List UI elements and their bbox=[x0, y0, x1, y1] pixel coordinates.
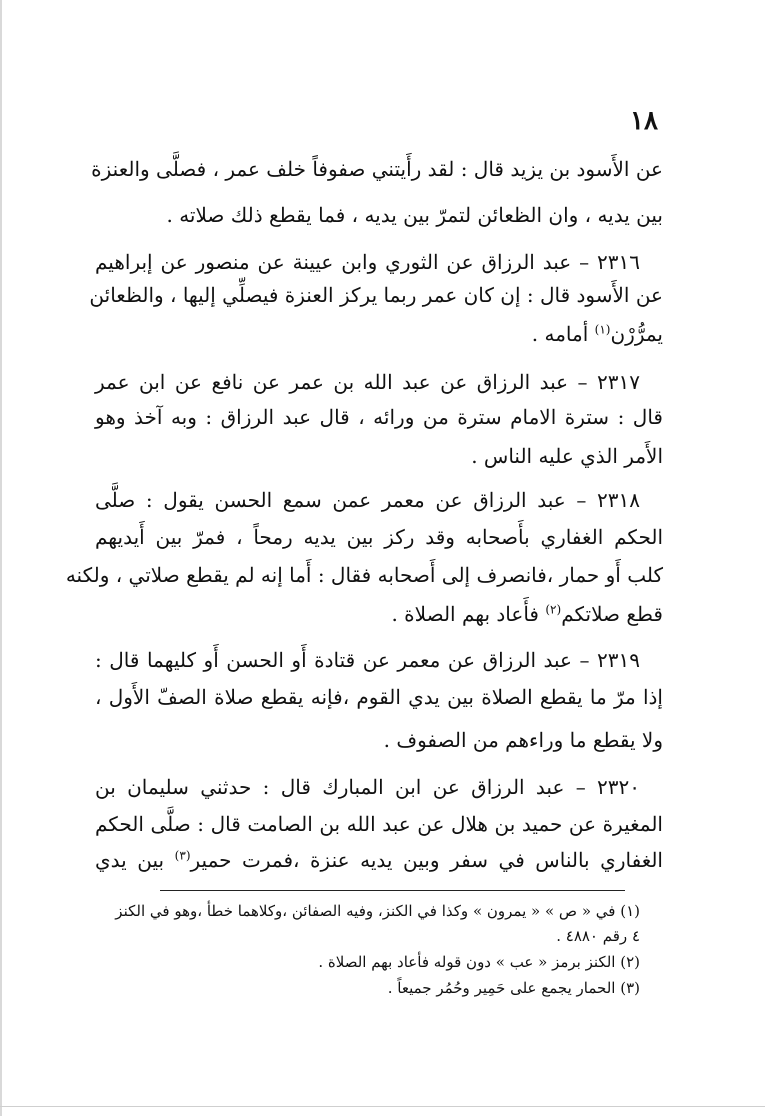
text-fragment: الغفاري بالناس في سفر وبين يديه عنزة ،فمرت حمير bbox=[190, 848, 663, 872]
text-fragment: بين يدي bbox=[95, 848, 175, 872]
text-line: إذا مرّ ما يقطع الصلاة بين يدي القوم ،فإنه يقطع صلاة الصفّ الأَول ، bbox=[95, 685, 663, 709]
hadith-2320-heading: ٢٣٢٠ – عبد الرزاق عن ابن المبارك قال : حدثني سليمان بن bbox=[95, 775, 640, 799]
text-fragment: أمامه . bbox=[531, 322, 595, 346]
scan-left-edge bbox=[0, 0, 2, 1116]
text-line: كلب أَو حمار ،فانصرف إلى أَصحابه فقال : أَما إنه لم يقطع صلاتي ، ولكنه bbox=[65, 563, 663, 587]
footnote-2: (٢) الكنز برمز « عب » دون قوله فأعاد بهم الصلاة . bbox=[318, 953, 640, 971]
text-line: الأَمر الذي عليه الناس . bbox=[471, 444, 663, 468]
footnote-1: (١) في « ص » « يمرون » وكذا في الكنز، وفيه الصفائن ،وكلاهما خطأ ،وهو في الكنز bbox=[115, 902, 640, 920]
page-number: ١٨ bbox=[630, 106, 658, 136]
text-line: بين يديه ، وان الظعائن لتمرّ بين يديه ، فما يقطع ذلك صلاته . bbox=[166, 203, 663, 227]
footnote-separator bbox=[160, 890, 625, 891]
footnote-marker-1: (١) bbox=[594, 322, 611, 337]
text-line: عن الأَسود قال : إن كان عمر ربما يركز العنزة فيصلِّي إليها ، والظعائن bbox=[89, 283, 663, 307]
text-line: المغيرة عن حميد بن هلال عن عبد الله بن الصامت قال : صلَّى الحكم bbox=[95, 812, 663, 836]
footnote-marker-3: (٣) bbox=[174, 848, 191, 863]
hadith-2319-heading: ٢٣١٩ – عبد الرزاق عن معمر عن قتادة أَو الحسن أَو كليهما قال : bbox=[95, 648, 640, 672]
footnote-3: (٣) الحمار يجمع على حَمِير وحُمُر جميعاً . bbox=[387, 979, 640, 997]
text-line: قال : سترة الامام سترة من ورائه ، قال عبد الرزاق : وبه آخذ وهو bbox=[95, 405, 663, 429]
text-line bbox=[95, 322, 663, 346]
text-line: الحكم الغفاري بأَصحابه وقد ركز بين يديه رمحاً ، فمرّ بين أَيديهم bbox=[95, 525, 663, 549]
text-fragment: يمرُّرْن bbox=[610, 322, 663, 346]
text-fragment: قطع صلاتكم bbox=[561, 602, 663, 626]
text-line: عن الأَسود بن يزيد قال : لقد رأَيتني صفوفاً خلف عمر ، فصلَّى والعنزة bbox=[91, 157, 663, 181]
hadith-2316-heading: ٢٣١٦ – عبد الرزاق عن الثوري وابن عيينة عن منصور عن إبراهيم bbox=[95, 250, 641, 274]
hadith-2318-heading: ٢٣١٨ – عبد الرزاق عن معمر عمن سمع الحسن يقول : صلَّى bbox=[95, 488, 640, 512]
footnote-1-continued: ٤ رقم ٤٨٨٠ . bbox=[556, 927, 640, 945]
hadith-2317-heading: ٢٣١٧ – عبد الرزاق عن عبد الله بن عمر عن نافع عن ابن عمر bbox=[95, 370, 640, 394]
scan-bottom-edge bbox=[0, 1106, 765, 1107]
text-line bbox=[95, 602, 663, 626]
footnote-marker-2: (٢) bbox=[545, 602, 562, 617]
text-line bbox=[95, 848, 663, 872]
text-fragment: فأَعاد بهم الصلاة . bbox=[391, 602, 546, 626]
text-line: ولا يقطع ما وراءهم من الصفوف . bbox=[383, 728, 663, 752]
